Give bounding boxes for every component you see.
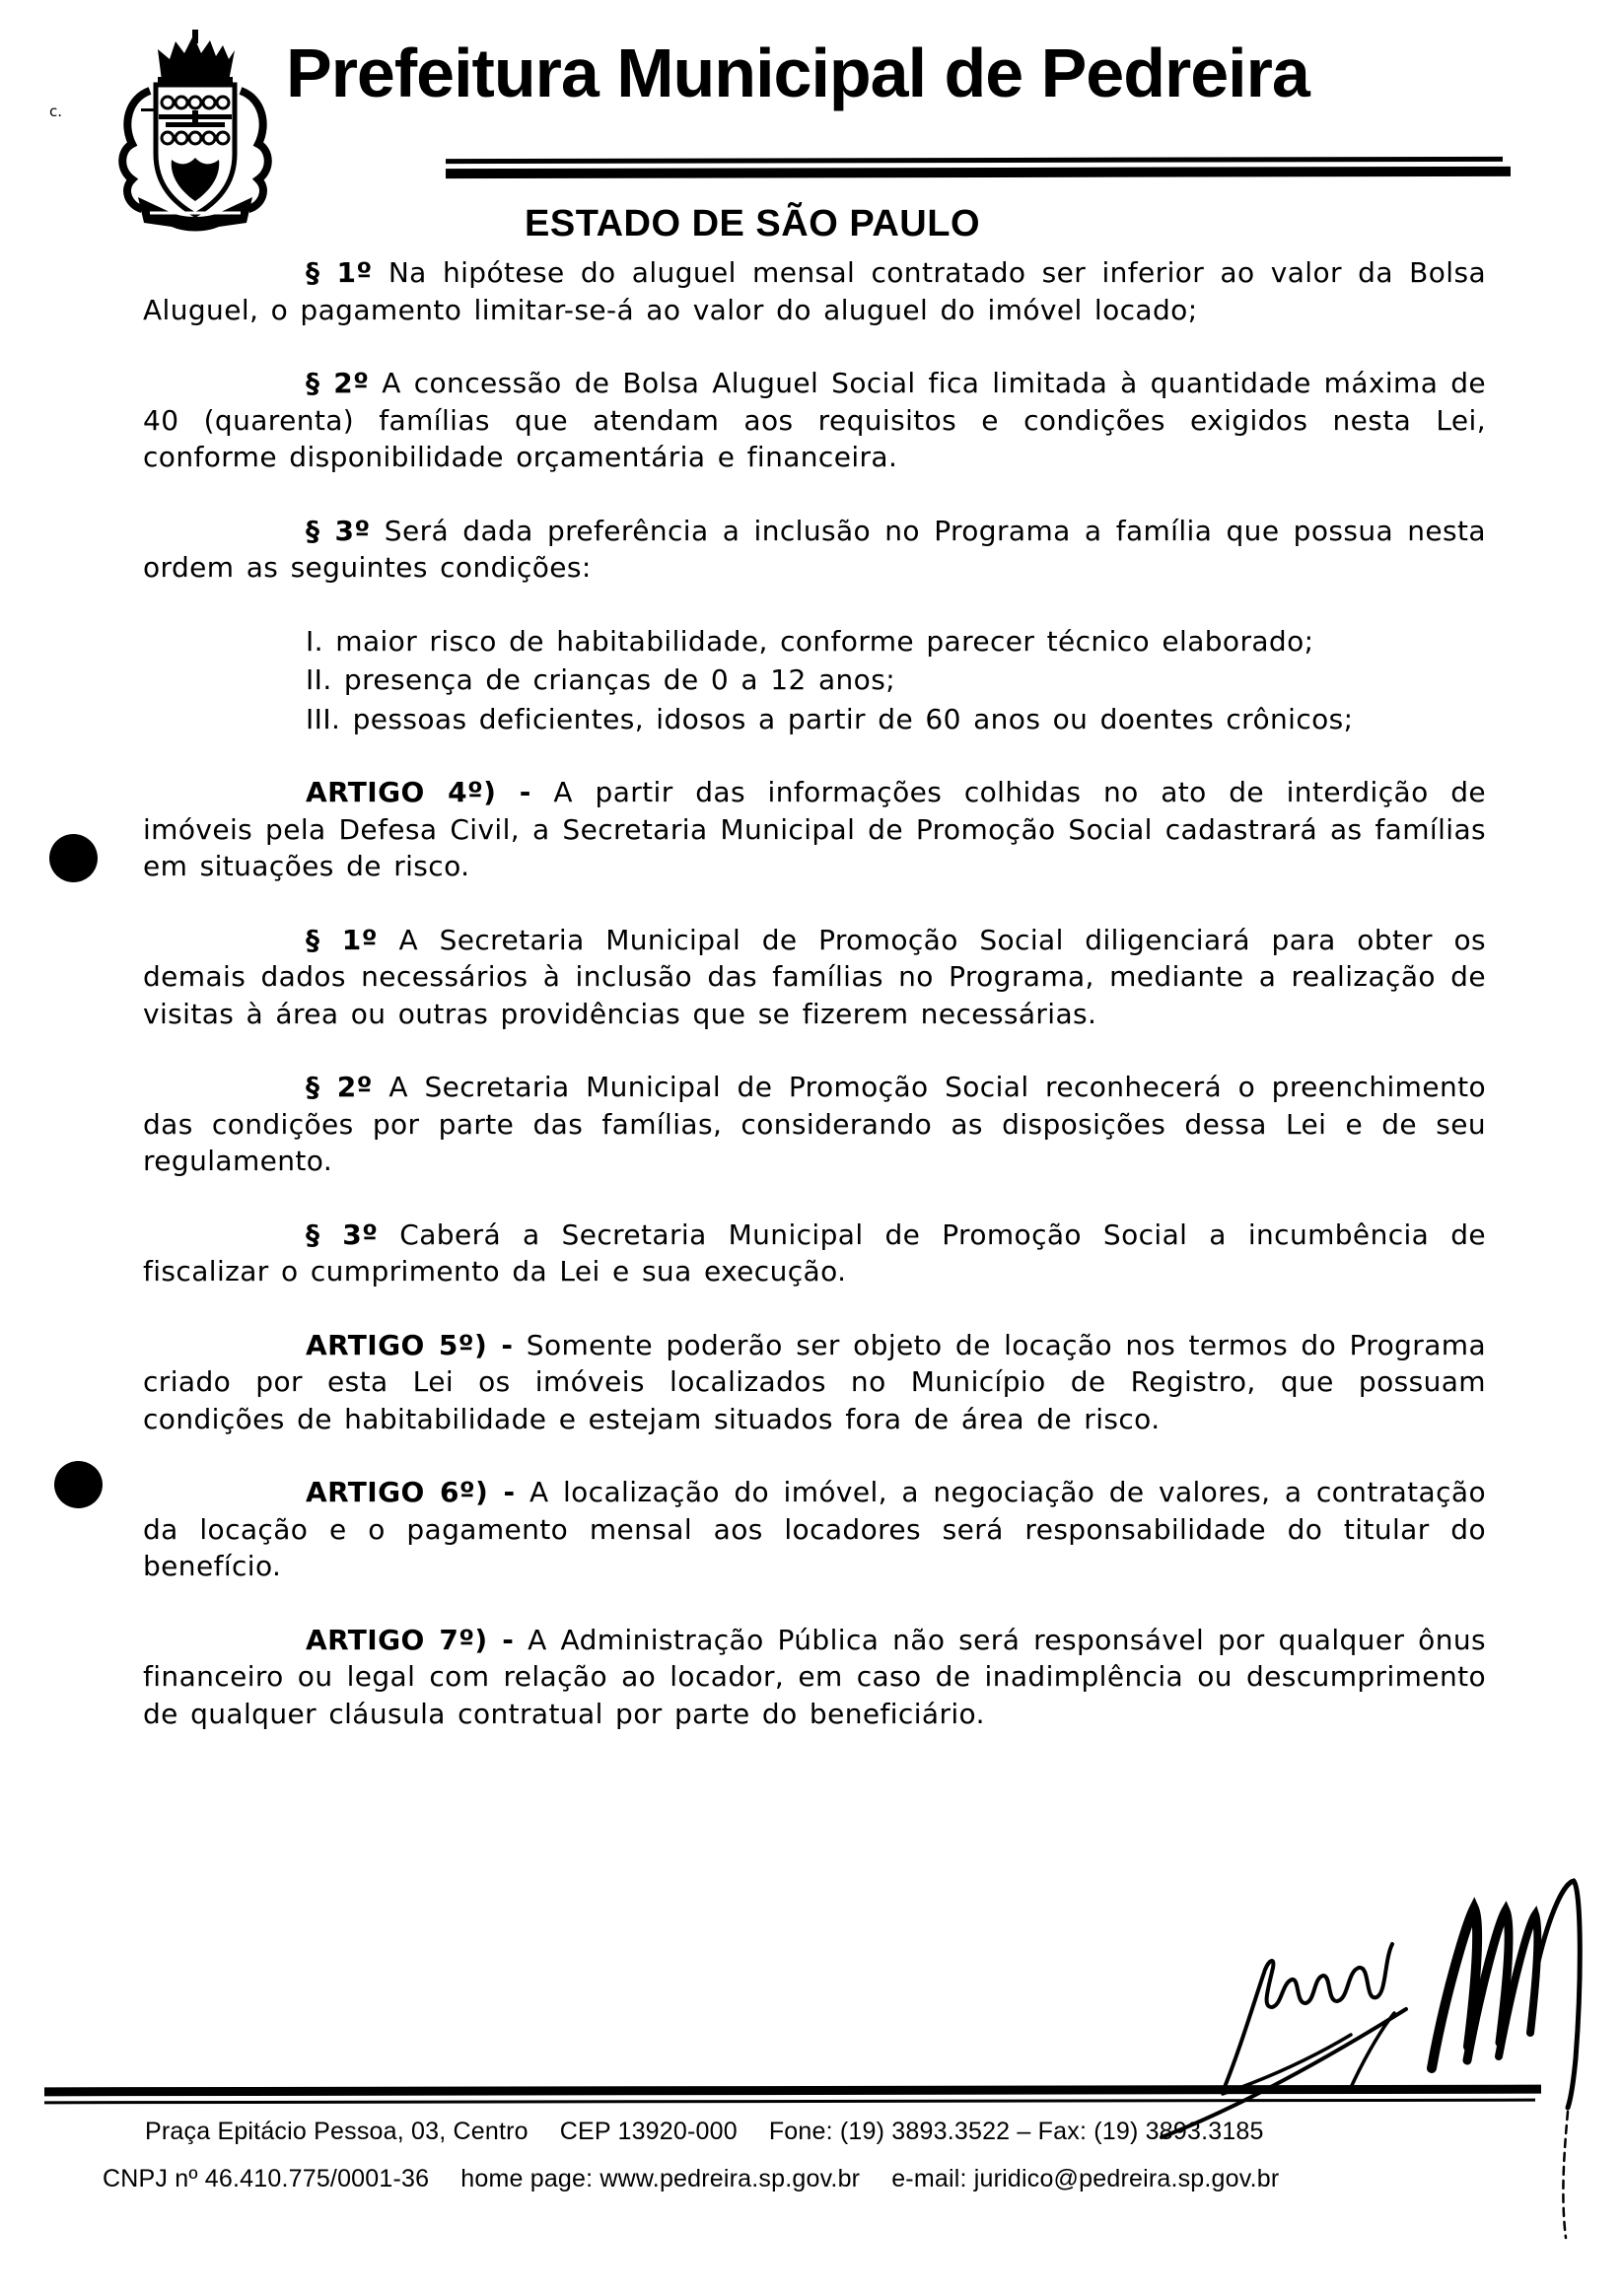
paragraph	[143, 1474, 1486, 1585]
paragraph	[143, 1622, 1486, 1733]
paragraph	[143, 1327, 1486, 1438]
paragraph-text: Será dada preferência a inclusão no Programa a família que possua nesta ordem as seguintes condições:	[143, 514, 1486, 584]
paragraph-lead: ARTIGO 5º) -	[306, 1328, 514, 1361]
paragraph-text: Somente poderão ser objeto de locação nos termos do Programa criado por esta Lei os imóveis localizados no Município de Registro, que possuam condições de habitabilidade e estejam situados fora de área de risco.	[143, 1328, 1487, 1435]
paragraph-text: maior risco de habitabilidade, conforme parecer técnico elaborado;	[322, 624, 1314, 658]
paragraph-text: presença de crianças de 0 a 12 anos;	[331, 663, 896, 696]
paragraph-text: A partir das informações colhidas no ato de interdição de imóveis pela Defesa Civil, a Secretaria Municipal de Promoção Social cadastrará as famílias em situações de risco.	[143, 776, 1486, 882]
paragraph-text: pessoas deficientes, idosos a partir de 60 anos ou doentes crônicos;	[340, 702, 1354, 735]
paragraph-text: Na hipótese do aluguel mensal contratado ser inferior ao valor da Bolsa Aluguel, o pagamento limitar-se-á ao valor do aluguel do imóvel locado;	[143, 256, 1486, 326]
paragraph-lead: I.	[306, 624, 323, 658]
paragraph-text: A Secretaria Municipal de Promoção Social diligenciará para obter os demais dados necessários à inclusão das famílias no Programa, mediante a realização de visitas à área ou outras providências que se fizerem necessárias.	[143, 923, 1486, 1030]
paragraph-lead: § 2º	[306, 367, 370, 399]
paragraph-lead: § 3º	[306, 1218, 379, 1251]
paragraph-text: A concessão de Bolsa Aluguel Social fica limitada à quantidade máxima de 40 (quarenta) famílias que atendam aos requisitos e condições exigidos nesta Lei, conforme disponibilidade orçamentária e financeira.	[143, 367, 1487, 473]
paragraph-lead: II.	[306, 663, 332, 696]
paragraph-text: Caberá a Secretaria Municipal de Promoção Social a incumbência de fiscalizar o cumprimento da Lei e sua execução.	[143, 1218, 1487, 1287]
paragraph-lead: § 2º	[306, 1071, 373, 1103]
paragraph-text: A Administração Pública não será responsável por qualquer ônus financeiro ou legal com relação ao locador, em caso de inadimplência ou descumprimento de qualquer cláusula contratual por parte do beneficiário.	[143, 1623, 1486, 1730]
paragraph-lead: ARTIGO 6º) -	[306, 1476, 516, 1508]
paragraph-lead: ARTIGO 7º) -	[306, 1623, 515, 1656]
paragraph	[143, 774, 1486, 885]
footer-cnpj: CNPJ nº 46.410.775/0001-36	[103, 2165, 430, 2192]
list-item	[143, 623, 1486, 661]
hole-punch-mark	[49, 834, 98, 882]
header-divider	[446, 158, 1511, 177]
paragraph-lead: § 1º	[306, 256, 373, 289]
page-title: Prefeitura Municipal de Pedreira	[286, 35, 1309, 111]
paragraph	[143, 1217, 1486, 1290]
document-body	[143, 254, 1486, 1732]
paragraph	[143, 365, 1486, 476]
paragraph	[143, 513, 1486, 587]
footer-email: e-mail: juridico@pedreira.sp.gov.br	[891, 2165, 1280, 2192]
paragraph-text: A Secretaria Municipal de Promoção Social reconhecerá o preenchimento das condições por parte das famílias, considerando as disposições dessa Lei e de seu regulamento.	[143, 1071, 1487, 1177]
footer-homepage: home page: www.pedreira.sp.gov.br	[460, 2165, 861, 2192]
hole-punch-mark	[54, 1461, 103, 1508]
coat-of-arms-icon	[110, 28, 280, 239]
paragraph	[143, 254, 1486, 328]
list-item	[143, 701, 1486, 738]
scan-artifact-mark: c.	[49, 103, 63, 120]
paragraph-text: A localização do imóvel, a negociação de valores, a contratação da locação e o pagamento mensal aos locadores será responsabilidade do titular do benefício.	[143, 1476, 1486, 1582]
paragraph-lead: ARTIGO 4º) -	[306, 776, 531, 808]
paragraph-lead: § 3º	[306, 514, 371, 547]
footer-phone-fax: Fone: (19) 3893.3522 – Fax: (19) 3893.3185	[768, 2118, 1264, 2145]
paragraph-lead: III.	[306, 702, 341, 735]
paragraph	[143, 922, 1486, 1033]
paragraph	[143, 1069, 1486, 1180]
page-subtitle: ESTADO DE SÃO PAULO	[525, 203, 981, 244]
footer-address-line	[145, 2118, 1264, 2146]
footer-cep: CEP 13920-000	[559, 2118, 738, 2145]
footer-contact-line	[103, 2165, 1279, 2193]
list-item	[143, 661, 1486, 699]
footer-divider	[44, 2085, 1541, 2105]
paragraph-lead: § 1º	[306, 923, 378, 956]
footer-address: Praça Epitácio Pessoa, 03, Centro	[145, 2118, 529, 2145]
